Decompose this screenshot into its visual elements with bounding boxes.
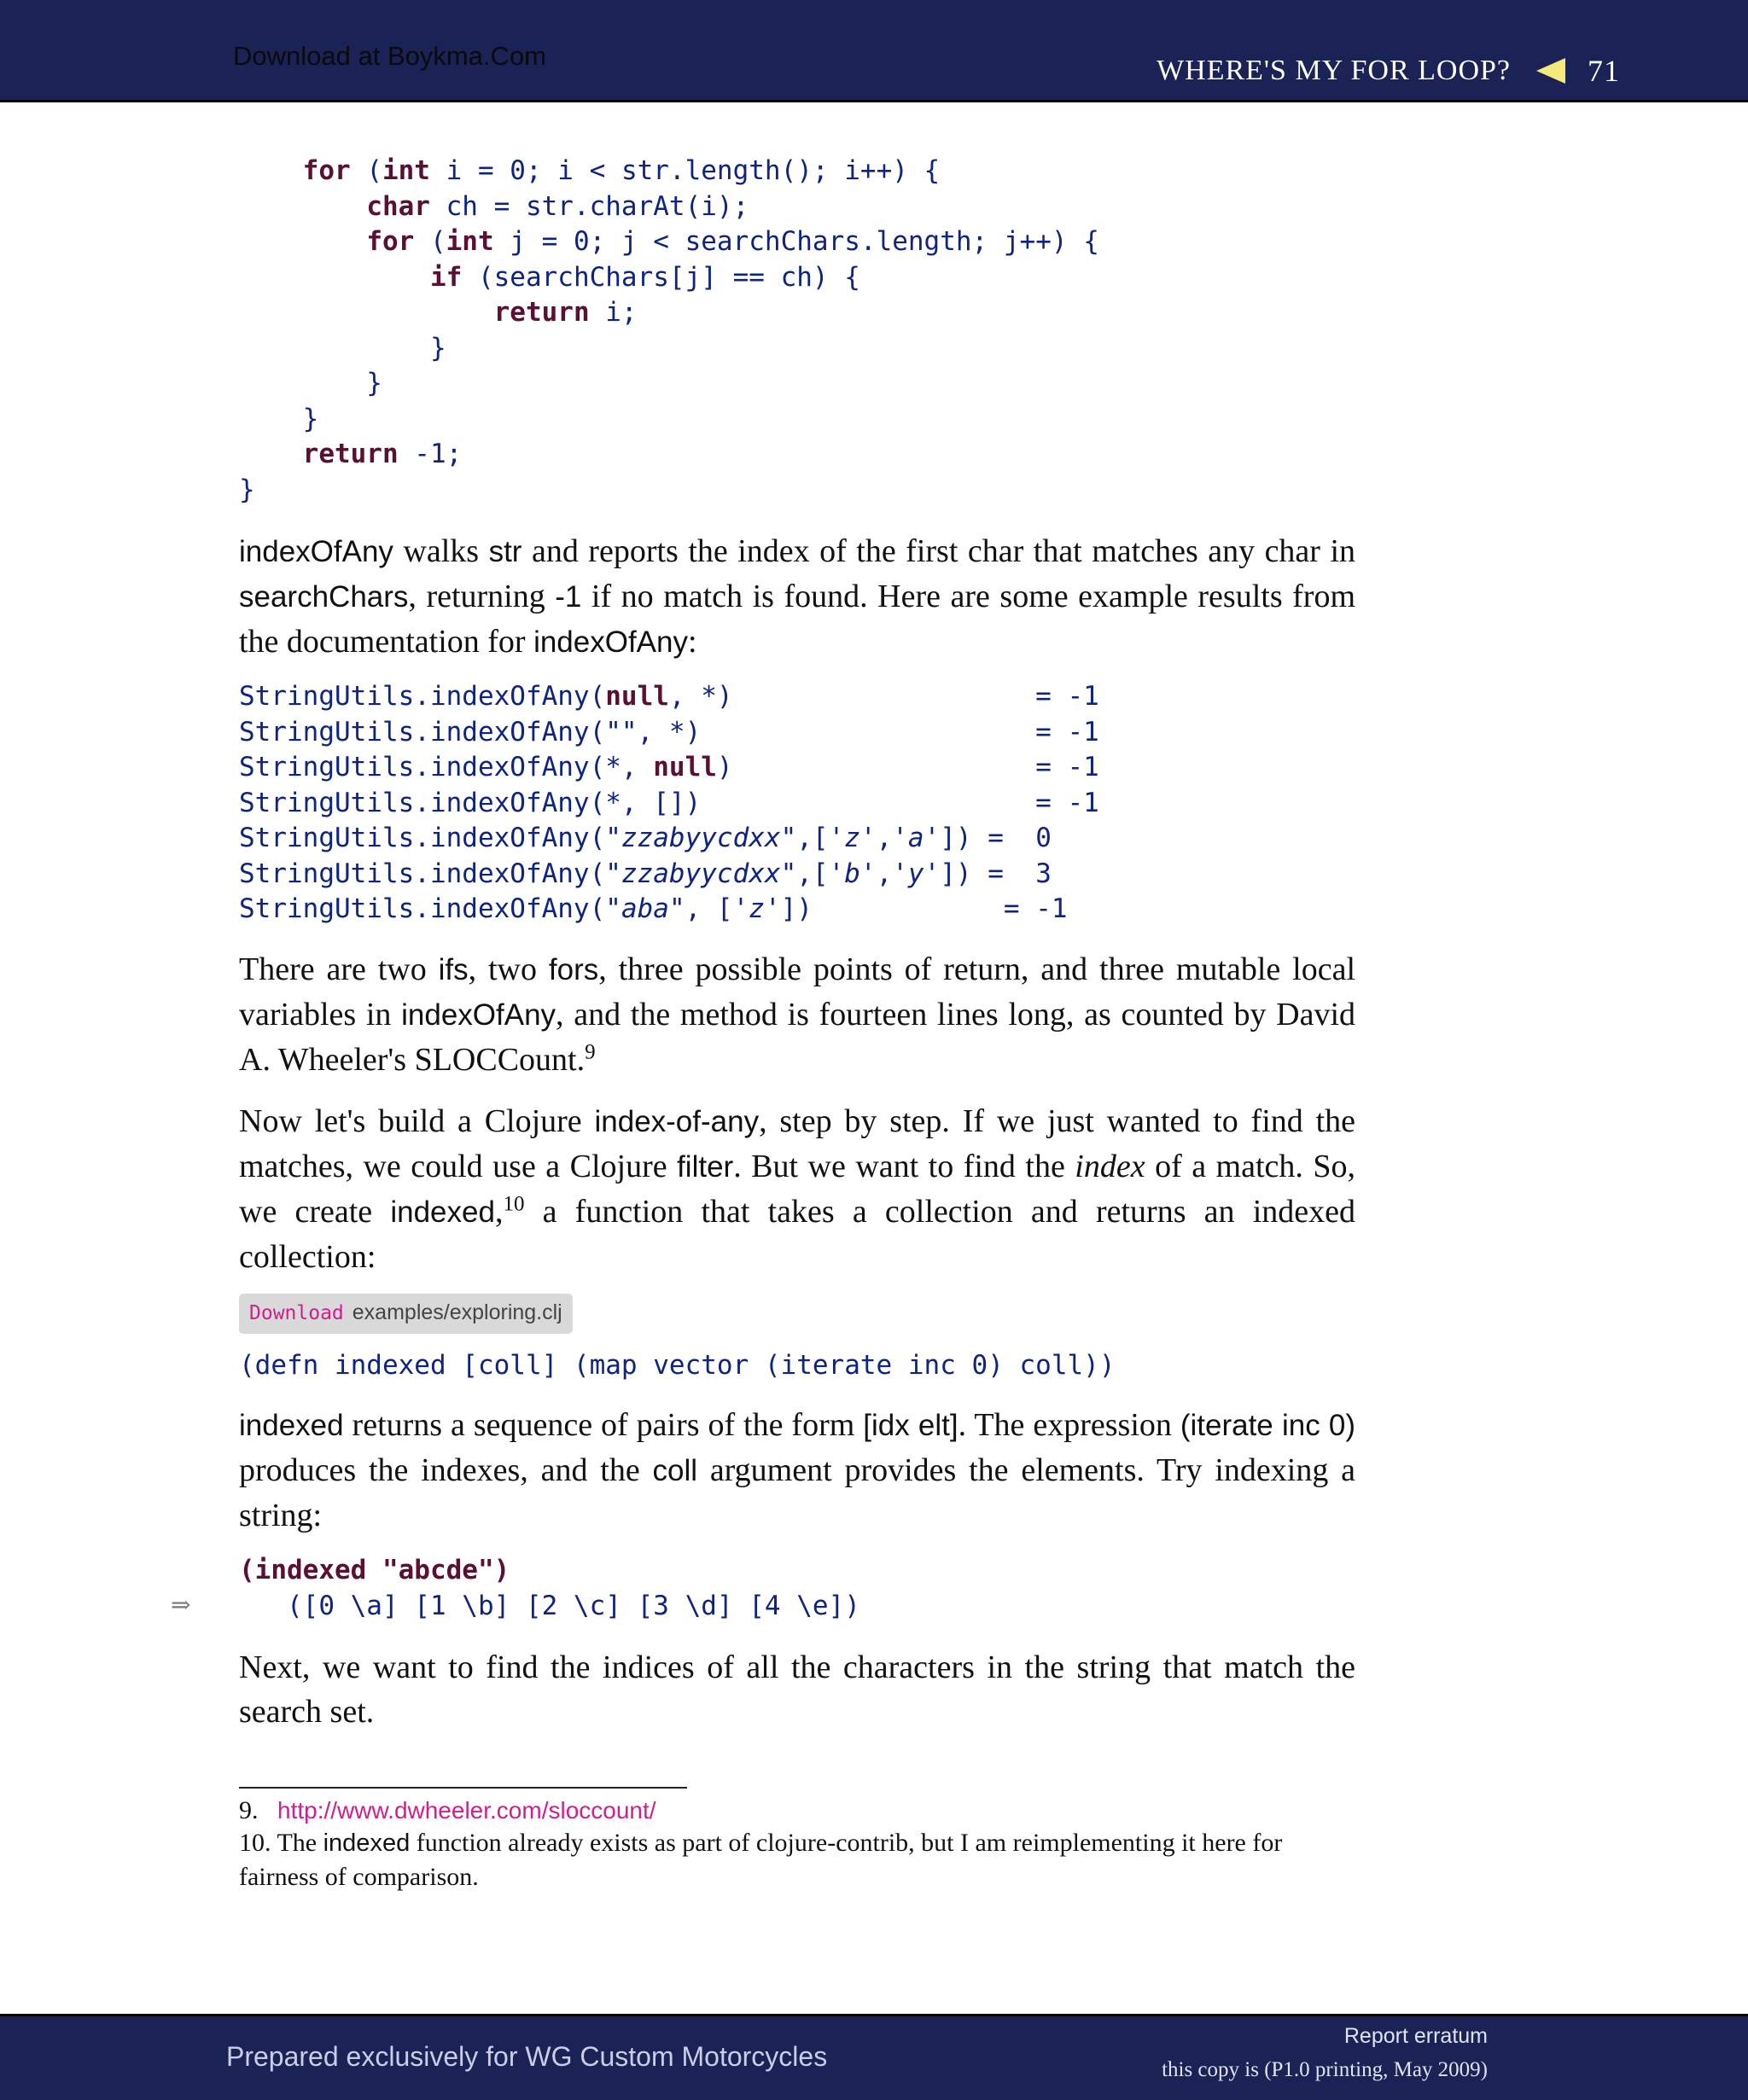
repl-input: (indexed "abcde"): [239, 1555, 510, 1585]
example-results-listing: StringUtils.indexOfAny(null, *) = -1 StringUtils.indexOfAny("", *) = -1 StringUtils.indexOfAny(*, null) = -1 StringUtils.indexOfAny(*, []) = -1 StringUtils.indexOfAny("zzabyycdxx",['z','a']) = 0 StringUtils.indexOfAny("zzabyycdxx",['b','y']) = 3 StringUtils.indexOfAny("aba", ['z']) = -1: [239, 681, 1099, 924]
download-link[interactable]: Download: [249, 1302, 344, 1324]
paragraph-indexofany-intro: indexOfAny walks str and reports the index of the first char that matches any char in searchChars, returning -1 if no match is found. Here are some example results from the documentation for indexOfAny:: [239, 533, 1356, 660]
prepared-for-text: Prepared exclusively for WG Custom Motorcycles: [226, 2041, 828, 2072]
sloccount-link[interactable]: http://www.dwheeler.com/sloccount/: [277, 1797, 656, 1824]
footnote-ref-9[interactable]: 9: [585, 1040, 596, 1064]
repl-output: ([0 \a] [1 \b] [2 \c] [3 \d] [4 \e]): [239, 1590, 860, 1621]
footnote-ref-10[interactable]: 10: [503, 1192, 525, 1216]
clojure-indexed-definition: (defn indexed [coll] (map vector (iterate inc 0) coll)): [239, 1350, 1116, 1381]
paragraph-indexed-explanation: indexed returns a sequence of pairs of the form [idx elt]. The expression (iterate inc 0) produces the indexes, and the coll argument provides the elements. Try indexing a string:: [239, 1407, 1355, 1533]
download-file-path: examples/exploring.clj: [352, 1300, 562, 1324]
paragraph-build-clojure: Now let's build a Clojure index-of-any, step by step. If we just wanted to find the matches, we could use a Clojure filter. But we want to find the index of a match. So, we create indexed,$^{10}$ a function that takes a collection and returns an indexed collection:: [239, 1103, 1355, 1275]
previous-page-triangle-icon[interactable]: [1536, 58, 1565, 84]
running-title: WHERE'S MY FOR LOOP?: [1157, 55, 1511, 86]
paragraph-complexity: There are two ifs, two fors, three possible points of return, and three mutable local variables in indexOfAny, and the method is fourteen lines long, as counted by David A. Wheeler's SLOCCount.$^9$: [239, 951, 1356, 1078]
footnote-10: 10. The indexed function already exists as part of clojure-contrib, but I am reimplementing it here for fairness of comparison.: [239, 1829, 1283, 1891]
result-arrow-icon: ⇒: [171, 1592, 191, 1619]
page-number: 71: [1588, 54, 1620, 88]
download-bar[interactable]: [239, 1294, 573, 1334]
paragraph-next-step: Next, we want to find the indices of all the characters in the string that match the search set.: [239, 1649, 1355, 1730]
footnote-9: 9. http://www.dwheeler.com/sloccount/: [239, 1796, 656, 1824]
java-code-listing: for (int i = 0; i < str.length(); i++) { char ch = str.charAt(i); for (int j = 0; j < searchChars.length; j++) { if (searchChars[j] == ch) { return i; } } } return -1; }: [239, 155, 1099, 505]
repl-example: [239, 1553, 860, 1624]
running-header: [1157, 53, 1620, 89]
printing-info: this copy is (P1.0 printing, May 2009): [1162, 2058, 1488, 2081]
footnote-rule: [239, 1787, 687, 1789]
report-erratum-link[interactable]: Report erratum: [1343, 2024, 1488, 2048]
watermark-text: Download at Boykma.Com: [233, 41, 546, 71]
